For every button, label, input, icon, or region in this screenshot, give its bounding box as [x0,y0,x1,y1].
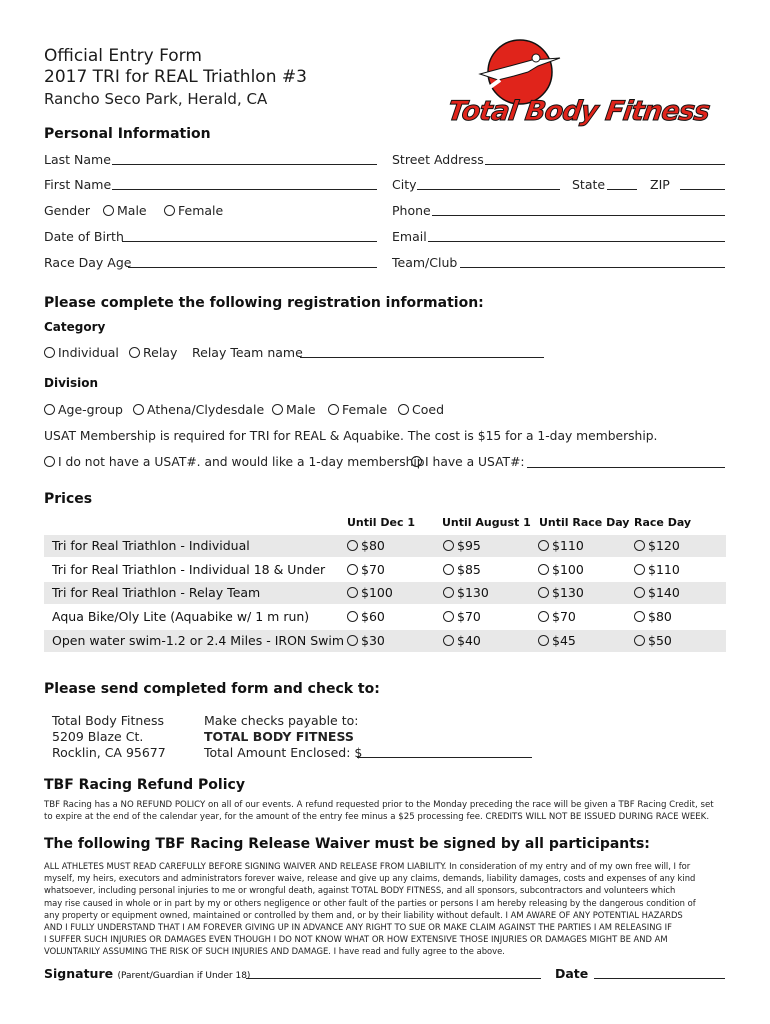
radio-icon[interactable] [538,564,549,575]
usat-number-field[interactable] [527,467,725,468]
price-option[interactable]: $45 [538,633,576,648]
radio-icon[interactable] [634,587,645,598]
division-heading: Division [44,376,99,390]
price-row-name: Open water swim-1.2 or 2.4 Miles - IRON Swim [52,633,345,648]
team-field[interactable] [460,267,725,268]
gender-male-option[interactable]: Male [103,203,147,218]
relay-team-name-field[interactable] [300,357,544,358]
event-title: 2017 TRI for REAL Triathlon #3 [44,67,307,87]
radio-icon[interactable] [538,635,549,646]
price-option[interactable]: $110 [538,538,584,553]
radio-icon[interactable] [347,564,358,575]
price-option[interactable]: $40 [443,633,481,648]
total-enclosed-label: Total Amount Enclosed: $ [204,745,363,760]
price-option[interactable]: $60 [347,609,385,624]
radio-icon[interactable] [443,587,454,598]
radio-icon[interactable] [164,205,175,216]
price-row-name: Tri for Real Triathlon - Individual 18 & Under [52,562,326,577]
price-option[interactable]: $80 [347,538,385,553]
price-option[interactable]: $50 [634,633,672,648]
waiver-line: any property or equipment owned, maintained or controlled by them and, or by their liability without default. I AM AWARE OF ANY POTENTIAL HAZARDS [44,909,683,920]
radio-icon[interactable] [443,635,454,646]
division-coed-option[interactable]: Coed [398,402,444,417]
form-title: Official Entry Form [44,46,202,66]
price-option[interactable]: $70 [538,609,576,624]
refund-heading: TBF Racing Refund Policy [44,777,245,793]
personal-heading: Personal Information [44,126,211,142]
radio-icon[interactable] [347,635,358,646]
radio-icon[interactable] [103,205,114,216]
state-label: State [572,177,606,192]
col-until-aug1: Until August 1 [442,516,531,529]
price-option[interactable]: $120 [634,538,680,553]
usat-note: USAT Membership is required for TRI for REAL & Aquabike. The cost is $15 for a 1-day membership. [44,429,658,443]
col-until-dec1: Until Dec 1 [347,516,415,529]
radio-icon[interactable] [133,404,144,415]
radio-icon[interactable] [44,347,55,358]
radio-icon[interactable] [328,404,339,415]
price-row-name: Aqua Bike/Oly Lite (Aquabike w/ 1 m run) [52,609,310,624]
address-line2: 5209 Blaze Ct. [52,729,144,744]
street-field[interactable] [485,164,725,165]
waiver-line: VOLUNTARILY ASSUMING THE RISK OF SUCH INJURIES AND DAMAGE. I have read and fully agree to the above. [44,946,505,957]
date-field[interactable] [594,978,725,979]
waiver-line: AND I FULLY UNDERSTAND THAT I AM FOREVER GIVING UP IN ADVANCE ANY RIGHT TO SUE OR MAKE CLAIM AGAINST THE PARTIES I AM RELEASING IF [44,922,672,933]
zip-field[interactable] [680,189,725,190]
gender-female-option[interactable]: Female [164,203,223,218]
price-option[interactable]: $70 [347,562,385,577]
date-label: Date [555,966,589,981]
price-row [44,606,726,628]
zip-label: ZIP [650,177,670,192]
division-male-option[interactable]: Male [272,402,316,417]
radio-icon[interactable] [411,456,422,467]
radio-icon[interactable] [398,404,409,415]
phone-label: Phone [392,203,431,218]
registration-heading: Please complete the following registration information: [44,295,484,311]
city-label: City [392,177,417,192]
race-day-age-field[interactable] [128,267,377,268]
city-field[interactable] [417,189,560,190]
col-until-raceday: Until Race Day [539,516,630,529]
category-relay-option[interactable]: Relay [129,345,177,360]
waiver-text [44,860,696,958]
total-enclosed-field[interactable] [357,757,532,758]
category-heading: Category [44,320,106,334]
radio-icon[interactable] [129,347,140,358]
send-heading: Please send completed form and check to: [44,681,380,697]
payee-name: TOTAL BODY FITNESS [204,729,354,744]
price-row-name: Tri for Real Triathlon - Individual [52,538,250,553]
radio-icon[interactable] [347,587,358,598]
price-option[interactable]: $80 [634,609,672,624]
phone-field[interactable] [432,215,725,216]
state-field[interactable] [607,189,637,190]
dob-label: Date of Birth [44,229,124,244]
category-individual-option[interactable]: Individual [44,345,119,360]
street-label: Street Address [392,152,484,167]
radio-icon[interactable] [443,611,454,622]
last-name-field[interactable] [112,164,377,165]
gender-label: Gender [44,203,91,218]
dob-field[interactable] [122,241,377,242]
first-name-field[interactable] [112,189,377,190]
email-field[interactable] [428,241,725,242]
price-row [44,535,726,557]
division-female-option[interactable]: Female [328,402,387,417]
event-location: Rancho Seco Park, Herald, CA [44,90,268,108]
last-name-label: Last Name [44,152,111,167]
radio-icon[interactable] [347,611,358,622]
refund-text-line1: TBF Racing has a NO REFUND POLICY on all of our events. A refund requested prior to the Monday preceding the race will be given a TBF Racing Credit, set [44,800,714,810]
price-row [44,559,726,581]
radio-icon[interactable] [44,404,55,415]
tbf-logo [440,36,710,132]
price-option[interactable]: $130 [538,585,584,600]
price-option[interactable]: $85 [443,562,481,577]
division-athena-option[interactable]: Athena/Clydesdale [133,402,264,417]
relay-team-name-label: Relay Team name [192,345,303,360]
waiver-line: ALL ATHLETES MUST READ CAREFULLY BEFORE SIGNING WAIVER AND RELEASE FROM LIABILITY. In consideration of my entry and of my own free will, I for [44,861,691,871]
price-option[interactable]: $140 [634,585,680,600]
price-option[interactable]: $30 [347,633,385,648]
radio-icon[interactable] [634,540,645,551]
team-label: Team/Club [392,255,458,270]
radio-icon[interactable] [538,611,549,622]
radio-icon[interactable] [44,456,55,467]
address-line3: Rocklin, CA 95677 [52,745,166,760]
waiver-line: whatsoever, including personal injuries to me or wrongful death, against TOTAL BODY FITNESS, and all sponsors, subcontractors and volunteers which [44,885,676,896]
price-row [44,630,726,652]
price-row [44,582,726,604]
price-option[interactable]: $100 [347,585,393,600]
col-raceday: Race Day [634,516,692,529]
usat-yes-option[interactable]: I have a USAT#: [411,455,525,469]
price-option[interactable]: $110 [634,562,680,577]
radio-icon[interactable] [634,564,645,575]
first-name-label: First Name [44,177,112,192]
price-option[interactable]: $70 [443,609,481,624]
race-day-age-label: Race Day Age [44,255,132,270]
price-option[interactable]: $95 [443,538,481,553]
price-option[interactable]: $130 [443,585,489,600]
payable-label: Make checks payable to: [204,713,359,728]
radio-icon[interactable] [538,587,549,598]
prices-heading: Prices [44,491,93,507]
radio-icon[interactable] [347,540,358,551]
usat-no-option[interactable]: I do not have a USAT#. and would like a 1-day membership [44,455,425,469]
refund-text-line2: to expire at the end of the calendar year, for the amount of the entry fee minus a $25 processing fee. CREDITS WILL NOT BE ISSUED DURING RACE WEEK. [44,812,710,822]
logo-text: Total Body Fitness [445,96,712,127]
price-row-name: Tri for Real Triathlon - Relay Team [52,585,261,600]
signature-label: Signature (Parent/Guardian if Under 18) [44,966,251,981]
radio-icon[interactable] [538,540,549,551]
waiver-heading: The following TBF Racing Release Waiver must be signed by all participants: [44,836,650,852]
waiver-line: I SUFFER SUCH INJURIES OR DAMAGES EVEN THOUGH I DO NOT KNOW WHAT OR HOW EXTENSIVE THOSE INJURIES OR DAMAGES MIGHT BE AND AM [44,934,668,945]
radio-icon[interactable] [634,635,645,646]
signature-field[interactable] [246,978,541,979]
address-line1: Total Body Fitness [52,713,164,728]
waiver-line: may rise caused in whole or in part by my or others negligence or other fault of the parties or persons I am hereby releasing by the dangerous condition of [44,897,696,908]
radio-icon[interactable] [443,540,454,551]
price-option[interactable]: $100 [538,562,584,577]
radio-icon[interactable] [443,564,454,575]
radio-icon[interactable] [272,404,283,415]
radio-icon[interactable] [634,611,645,622]
signature-note: (Parent/Guardian if Under 18) [117,971,251,981]
waiver-line: myself, my heirs, executors and administrators forever waive, release and give up any claims, demands, liability damages, costs and expenses of any kind [44,873,696,884]
division-agegroup-option[interactable]: Age-group [44,402,123,417]
email-label: Email [392,229,427,244]
